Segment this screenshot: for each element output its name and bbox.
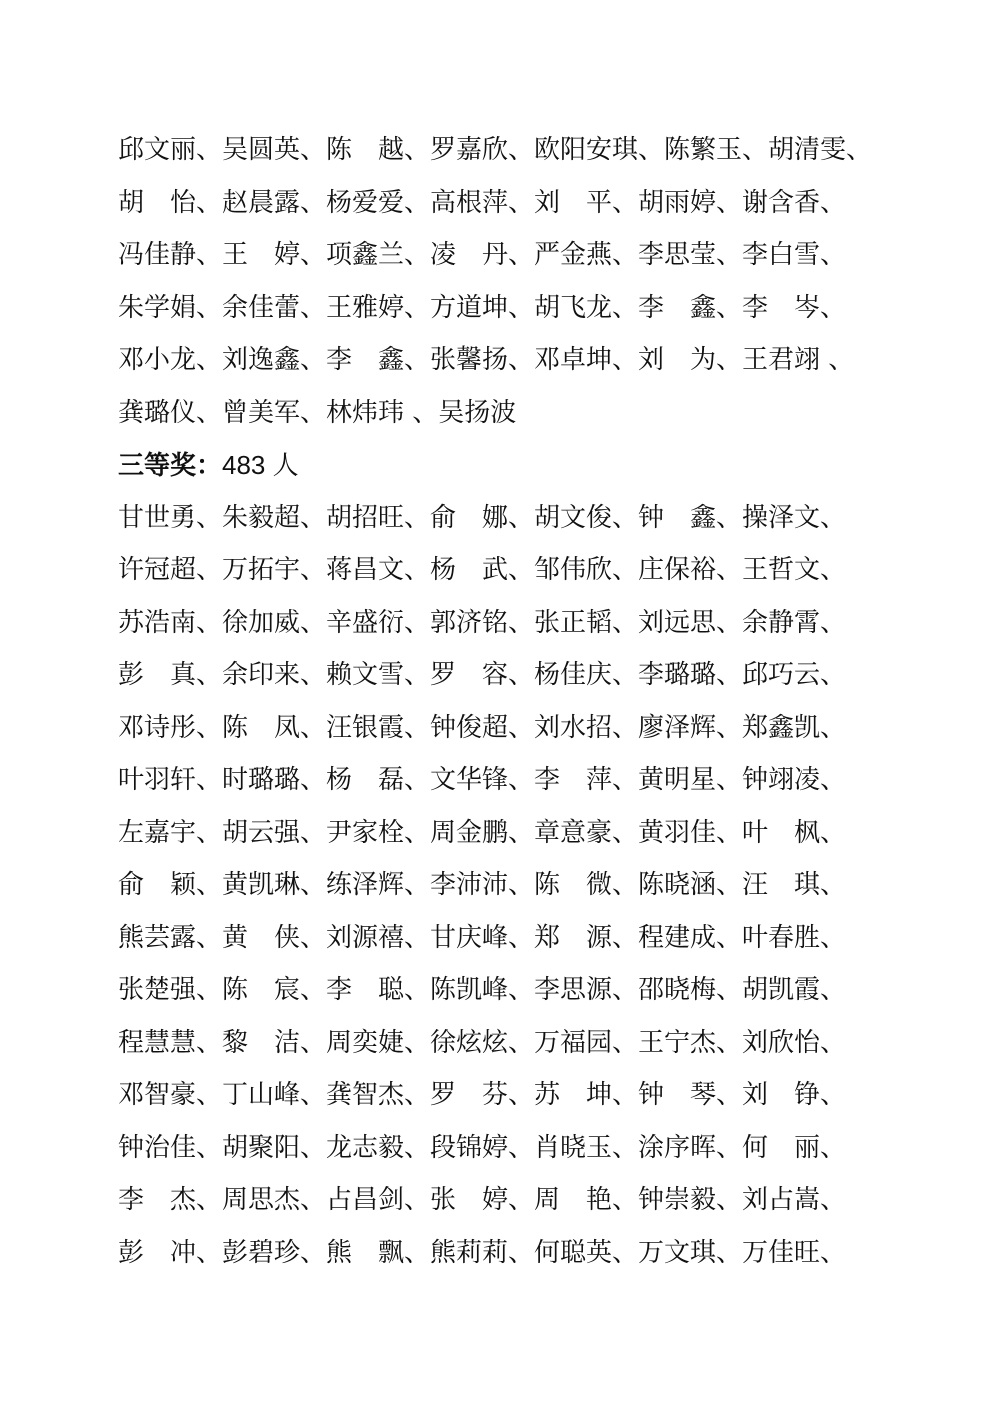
document-page <box>118 124 878 1279</box>
name-line: 俞 颖、黄凯琳、练泽辉、李沛沛、陈 微、陈晓涵、汪 琪、 <box>118 870 847 900</box>
name-list-continued <box>118 124 878 439</box>
section-heading-third-prize <box>118 439 878 492</box>
name-line: 彭 真、余印来、赖文雪、罗 容、杨佳庆、李璐璐、邱巧云、 <box>118 660 847 690</box>
name-line: 邓诗彤、陈 凤、汪银霞、钟俊超、刘水招、廖泽辉、郑鑫凯、 <box>118 712 847 743</box>
name-line: 朱学娟、余佳蕾、王雅婷、方道坤、胡飞龙、李 鑫、李 岑、 <box>118 292 847 323</box>
name-line: 程慧慧、黎 洁、周奕婕、徐炫炫、万福园、王宁杰、刘欣怡、 <box>118 1027 847 1058</box>
name-list-third-prize <box>118 492 878 1280</box>
name-line: 甘世勇、朱毅超、胡招旺、俞 娜、胡文俊、钟 鑫、操泽文、 <box>118 502 847 533</box>
name-line: 叶羽轩、时璐璐、杨 磊、文华锋、李 萍、黄明星、钟翊凌、 <box>118 765 847 795</box>
name-line: 邓小龙、刘逸鑫、李 鑫、张馨扬、邓卓坤、刘 为、王君翊 、 <box>118 345 855 375</box>
name-line: 钟治佳、胡聚阳、龙志毅、段锦婷、肖晓玉、涂序晖、何 丽、 <box>118 1132 847 1163</box>
name-line: 彭 冲、彭碧珍、熊 飘、熊莉莉、何聪英、万文琪、万佳旺、 <box>118 1237 847 1268</box>
name-line: 左嘉宇、胡云强、尹家栓、周金鹏、章意豪、黄羽佳、叶 枫、 <box>118 817 847 848</box>
section-title: 三等奖： <box>118 451 223 481</box>
name-line: 胡 怡、赵晨露、杨爱爱、高根萍、刘 平、胡雨婷、谢含香、 <box>118 187 847 218</box>
name-line: 许冠超、万拓宇、蒋昌文、杨 武、邹伟欣、庄保裕、王哲文、 <box>118 555 847 585</box>
name-line: 邱文丽、吴圆英、陈 越、罗嘉欣、欧阳安琪、陈繁玉、胡清雯、 <box>118 135 873 165</box>
name-line: 邓智豪、丁山峰、龚智杰、罗 芬、苏 坤、钟 琴、刘 铮、 <box>118 1080 847 1110</box>
name-line: 龚璐仪、曾美军、林炜玮 、吴扬波 <box>118 397 517 428</box>
name-line: 张楚强、陈 宸、李 聪、陈凯峰、李思源、邵晓梅、胡凯霞、 <box>118 975 847 1005</box>
name-line: 冯佳静、王 婷、项鑫兰、凌 丹、严金燕、李思莹、李白雪、 <box>118 240 847 270</box>
name-line: 李 杰、周思杰、占昌剑、张 婷、周 艳、钟崇毅、刘占嵩、 <box>118 1185 847 1215</box>
name-line: 熊芸露、黄 侠、刘源禧、甘庆峰、郑 源、程建成、叶春胜、 <box>118 922 847 953</box>
name-line: 苏浩南、徐加威、辛盛衍、郭济铭、张正韬、刘远思、余静霄、 <box>118 607 847 638</box>
section-count: 483 人 <box>222 450 299 480</box>
